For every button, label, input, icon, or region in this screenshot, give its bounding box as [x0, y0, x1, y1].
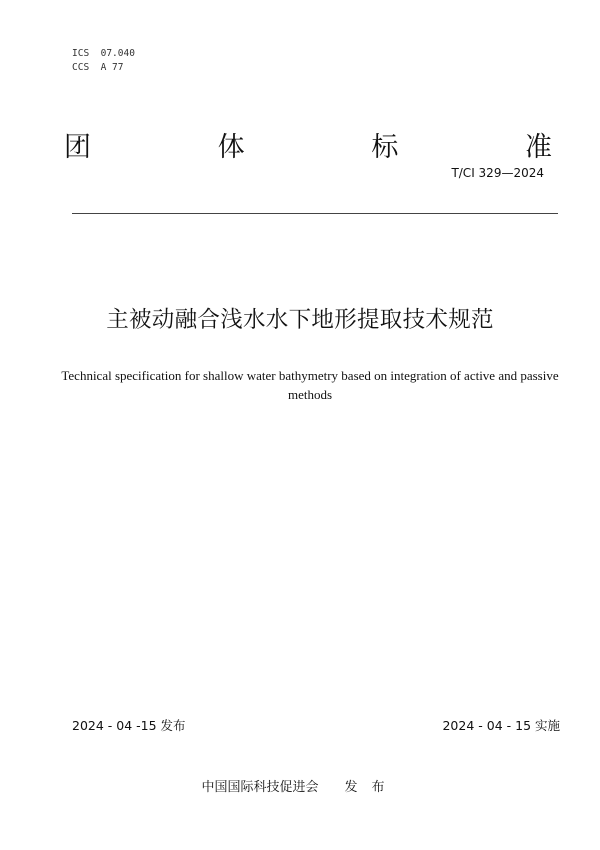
standard-type-char: 准 [524, 132, 552, 163]
implementation-date: 2024 - 04 - 15 实施 [442, 718, 560, 733]
publisher-verb: 发布 [344, 780, 399, 795]
publisher-name: 中国国际科技促进会 [201, 780, 319, 795]
document-title-zh: 主被动融合浅水水下地形提取技术规范 [106, 307, 494, 333]
issue-date: 2024 - 04 -15 发布 [72, 718, 186, 733]
standard-type-title [64, 131, 552, 165]
header-divider [72, 213, 558, 214]
ics-code: ICS 07.040 [72, 48, 135, 59]
standard-type-char: 标 [371, 132, 399, 163]
standard-type-char: 体 [217, 132, 245, 163]
publisher-line [0, 776, 600, 795]
document-title-en: Technical specification for shallow water bathymetry based on integration of active and passive methods [61, 368, 559, 402]
standard-number: T/CI 329—2024 [451, 166, 544, 180]
ccs-code: CCS A 77 [72, 62, 124, 73]
classification-codes [72, 47, 135, 75]
standard-type-char: 团 [64, 132, 91, 163]
